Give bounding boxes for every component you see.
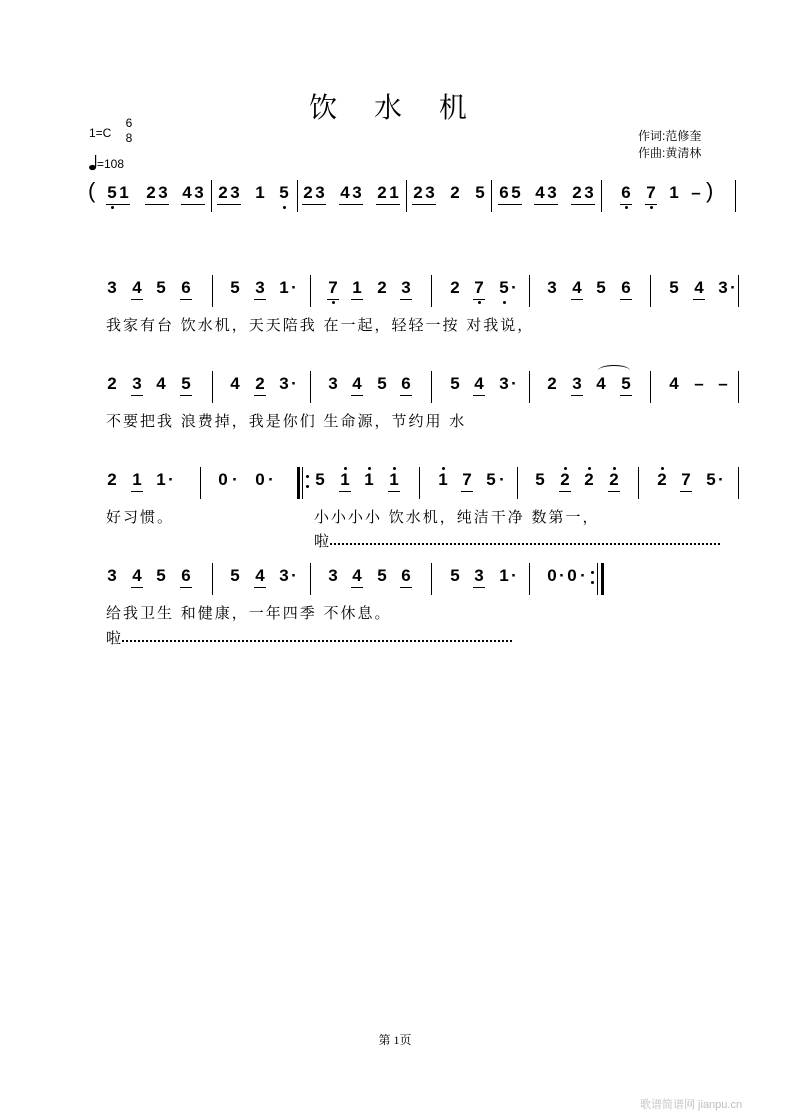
lyrics-line-3b: 小小小小 饮水机，纯洁干净 数第一， (314, 508, 600, 526)
note: 5 (156, 278, 166, 297)
page-title: 饮 水 机 (309, 91, 481, 124)
note: 4 (182, 183, 192, 202)
barline (529, 371, 530, 403)
lyrics-line-2: 不要把我 浪费掉，我是你们 生命源，节约用 水 (106, 412, 467, 430)
note: 7 (645, 183, 657, 203)
note: 3 (718, 278, 728, 297)
note: 2 (450, 278, 460, 297)
barline (431, 371, 432, 403)
intro-open-paren: ( (88, 178, 96, 203)
note: 3 (107, 278, 117, 297)
note-dot: · (232, 470, 238, 489)
note: 3 (158, 183, 168, 202)
note: 5 (475, 183, 485, 202)
note: 2 (413, 183, 423, 202)
note: 1 (669, 183, 679, 202)
barline (211, 180, 212, 212)
note: 0 (255, 470, 265, 489)
note: 5 (621, 374, 631, 393)
note: 1 (363, 470, 375, 490)
lyrics-line-4: 给我卫生 和健康，一年四季 不休息。 (106, 604, 392, 622)
dash: – (694, 374, 704, 393)
barline (738, 467, 739, 499)
note: 7 (473, 278, 485, 298)
note: 1 (339, 470, 351, 490)
note: 3 (547, 183, 557, 202)
barline (310, 275, 311, 307)
note: 2 (547, 374, 557, 393)
note: 5 (230, 278, 240, 297)
note-dot: · (291, 278, 297, 297)
note-dot: · (499, 470, 505, 489)
note: 6 (401, 566, 411, 585)
note: 4 (535, 183, 545, 202)
barline (212, 563, 213, 595)
barline (735, 180, 736, 212)
note: 1 (499, 566, 509, 585)
note: 5 (315, 470, 325, 489)
barline (297, 180, 298, 212)
barline (638, 467, 639, 499)
page-number: 第 1页 (378, 1033, 412, 1047)
note: 5 (377, 374, 387, 393)
note: 2 (218, 183, 228, 202)
note: 2 (107, 374, 117, 393)
lyricist-credit: 作词:范修奎 (638, 129, 702, 143)
note: 2 (450, 183, 460, 202)
tempo-marking (89, 155, 124, 171)
note-dot: · (511, 566, 517, 585)
note: 3 (255, 278, 265, 297)
note: 2 (303, 183, 313, 202)
note: 3 (279, 566, 289, 585)
barline (406, 180, 407, 212)
note: 6 (181, 278, 191, 297)
note: 4 (132, 278, 142, 297)
note: 4 (596, 374, 606, 393)
note: 3 (425, 183, 435, 202)
slur-arc (598, 365, 630, 376)
note: 4 (132, 566, 142, 585)
note: 3 (132, 374, 142, 393)
note: 3 (352, 183, 362, 202)
note: 3 (107, 566, 117, 585)
repeat-start-thin (302, 467, 303, 499)
note: 0 (547, 566, 557, 585)
note-dot: · (559, 566, 565, 585)
note: 5 (278, 183, 290, 203)
note: 2 (377, 278, 387, 297)
note: 6 (181, 566, 191, 585)
note: 5 (230, 566, 240, 585)
note: 5 (511, 183, 521, 202)
note: 1 (119, 183, 129, 202)
note: 5 (486, 470, 496, 489)
barline (738, 371, 739, 403)
note: 1 (437, 470, 449, 490)
barline (419, 467, 420, 499)
dotted-extension-line (122, 638, 512, 642)
note: 1 (388, 470, 400, 490)
barline (650, 275, 651, 307)
lyrics-line-3c: 啦 (314, 532, 332, 550)
repeat-start-thick (297, 467, 300, 499)
intro-close-paren: ) (706, 178, 714, 203)
barline (212, 371, 213, 403)
note: 3 (474, 566, 484, 585)
note: 7 (462, 470, 472, 489)
barline (738, 275, 739, 307)
barline (517, 467, 518, 499)
barline (431, 275, 432, 307)
note: 1 (255, 183, 265, 202)
note: 1 (132, 470, 142, 489)
note-dot: · (291, 374, 297, 393)
note: 1 (279, 278, 289, 297)
lyrics-line-3a: 好习惯。 (106, 508, 175, 526)
dash: – (691, 183, 701, 202)
note-dot: · (168, 470, 174, 489)
barline (529, 563, 530, 595)
tempo-value: =108 (97, 157, 125, 171)
note: 3 (328, 566, 338, 585)
note: 3 (572, 374, 582, 393)
note: 1 (389, 183, 399, 202)
note: 1 (156, 470, 166, 489)
note: 3 (401, 278, 411, 297)
barline (310, 371, 311, 403)
note: 0 (567, 566, 577, 585)
dash: – (718, 374, 728, 393)
note: 4 (230, 374, 240, 393)
note: 4 (340, 183, 350, 202)
lyrics-line-4b: 啦 (106, 629, 124, 647)
note-dot: · (730, 278, 736, 297)
time-signature (122, 116, 136, 146)
note: 6 (499, 183, 509, 202)
note: 3 (547, 278, 557, 297)
lyrics-line-1: 我家有台 饮水机，天天陪我 在一起，轻轻一按 对我说， (106, 316, 535, 334)
note: 2 (656, 470, 668, 490)
note: 3 (499, 374, 509, 393)
barline (431, 563, 432, 595)
note: 5 (377, 566, 387, 585)
note: 2 (377, 183, 387, 202)
note: 2 (608, 470, 620, 490)
composer-credit: 作曲:黄清林 (638, 146, 702, 160)
note: 5 (535, 470, 545, 489)
note: 6 (401, 374, 411, 393)
note: 2 (559, 470, 571, 490)
note-dot: · (718, 470, 724, 489)
note: 7 (681, 470, 691, 489)
note: 6 (621, 278, 631, 297)
note: 5 (596, 278, 606, 297)
note-dot: · (511, 374, 517, 393)
barline (212, 275, 213, 307)
note-dot: · (511, 278, 517, 297)
dotted-extension-line (330, 541, 720, 545)
note: 3 (315, 183, 325, 202)
note: 2 (146, 183, 156, 202)
note: 4 (255, 566, 265, 585)
note: 5 (706, 470, 716, 489)
note: 4 (352, 566, 362, 585)
note: 4 (474, 374, 484, 393)
note: 3 (194, 183, 204, 202)
barline (310, 563, 311, 595)
note: 5 (106, 183, 118, 203)
note: 6 (620, 183, 632, 203)
note: 7 (327, 278, 339, 298)
note: 3 (230, 183, 240, 202)
note: 2 (107, 470, 117, 489)
barline (529, 275, 530, 307)
note: 5 (498, 278, 510, 298)
quarter-note-icon (89, 155, 97, 169)
note: 3 (584, 183, 594, 202)
time-signature-top: 6 (125, 116, 133, 130)
barline (200, 467, 201, 499)
note: 5 (450, 566, 460, 585)
note: 1 (352, 278, 362, 297)
note: 4 (156, 374, 166, 393)
note: 4 (669, 374, 679, 393)
barline (650, 371, 651, 403)
note: 5 (669, 278, 679, 297)
note: 0 (218, 470, 228, 489)
note-dot: · (268, 470, 274, 489)
note-dot: · (580, 566, 586, 585)
note: 2 (583, 470, 595, 490)
key-signature: 1=C (89, 126, 112, 140)
note: 2 (255, 374, 265, 393)
watermark: 歌谱简谱网 jianpu.cn (640, 1099, 743, 1111)
repeat-end-thick (601, 563, 604, 595)
note: 4 (572, 278, 582, 297)
note-dot: · (291, 566, 297, 585)
note: 5 (450, 374, 460, 393)
barline (601, 180, 602, 212)
note: 3 (279, 374, 289, 393)
time-signature-bottom: 8 (125, 131, 133, 145)
note: 4 (352, 374, 362, 393)
barline (491, 180, 492, 212)
note: 5 (156, 566, 166, 585)
note: 2 (572, 183, 582, 202)
note: 3 (328, 374, 338, 393)
note: 5 (181, 374, 191, 393)
note: 4 (694, 278, 704, 297)
repeat-end-thin (597, 563, 598, 595)
